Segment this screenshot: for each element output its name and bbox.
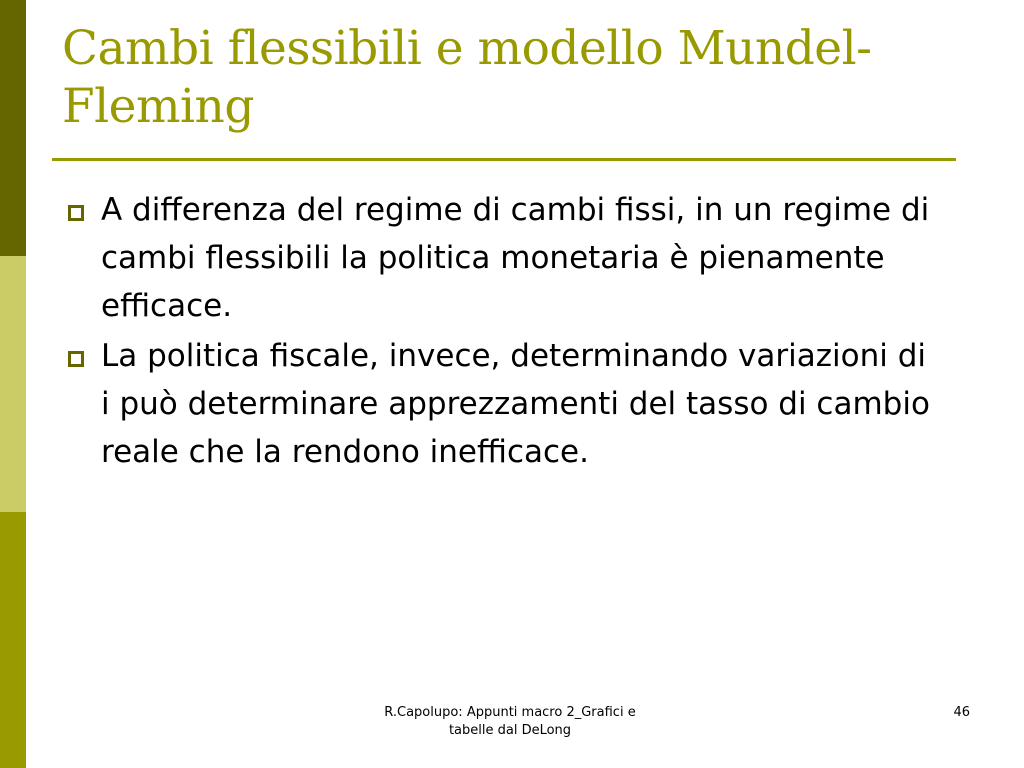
footer-text: R.Capolupo: Appunti macro 2_Grafici e tabelle dal DeLong [384,705,636,738]
side-bar-olive [0,512,26,768]
slide-title: Cambi flessibili e modello Mundel-Fleming [62,21,872,134]
bullet-list [62,186,942,478]
bullet-item-1 [62,186,942,330]
side-bar-light [0,256,26,512]
title-divider [52,158,956,161]
page-number: 46 [953,705,970,720]
side-bar-dark [0,0,26,256]
square-bullet-icon [68,205,84,221]
bullet-text-2: La politica fiscale, invece, determinando variazioni di i può determinare apprezzamenti del tasso di cambio reale che la rendono inefficace. [101,338,930,470]
bullet-text-1: A differenza del regime di cambi fissi, in un regime di cambi flessibili la politica monetaria è pienamente efficace. [101,192,930,324]
square-bullet-icon [68,351,84,367]
bullet-item-2 [62,332,942,476]
